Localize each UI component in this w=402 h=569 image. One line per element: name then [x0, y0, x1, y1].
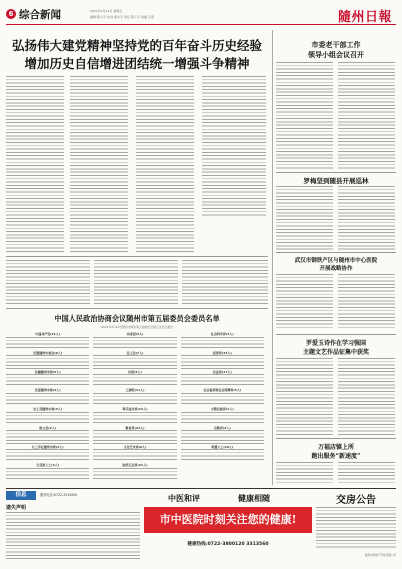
- roster-group-names: [93, 374, 176, 387]
- roster-group-names: [181, 430, 264, 443]
- roster-group-names: [181, 355, 264, 368]
- roster-group-title: 文化艺术界(9人): [123, 444, 147, 449]
- roster-group-title: 工商联(11人): [125, 388, 145, 393]
- roster-group-names: [6, 468, 89, 481]
- story1-title-1: 市委老干部工作: [311, 40, 361, 49]
- roster-group-title: 社会福利和社会保障界(5人): [203, 388, 242, 393]
- story3-col-b: [338, 274, 395, 330]
- ad-slogan-right: 健康相随: [238, 493, 270, 503]
- story5-title-2: 跑出服务“新速度”: [311, 453, 361, 460]
- roster-group-names: [181, 374, 264, 387]
- story3-rule: [276, 252, 396, 253]
- roster-group-names: [6, 430, 89, 443]
- roster-grid: [6, 332, 268, 482]
- story5-title-1: 万福店镇上所: [317, 444, 354, 451]
- masthead-rule: [6, 24, 396, 25]
- notice-body: [6, 512, 140, 560]
- roster-group-title: 总工会(7人): [126, 350, 144, 355]
- story2-rule: [276, 172, 396, 173]
- story5-col-b: [338, 462, 395, 484]
- roster-group-title: 无党派人士(4人): [36, 463, 60, 468]
- footer-ad-left: [6, 491, 140, 563]
- roster-group-title: 民建随州市委(5人): [34, 369, 61, 374]
- story3-col-a: [276, 274, 333, 330]
- roster-group-names: [93, 337, 176, 350]
- story2-col-b: [338, 186, 395, 250]
- roster-section: [6, 312, 268, 484]
- roster-group-names: [181, 393, 264, 406]
- lead-col-2: [70, 76, 128, 252]
- footer-rule: [6, 488, 396, 489]
- roster-group-title: 农业界(17人): [212, 369, 232, 374]
- lead-story: [6, 30, 268, 254]
- story4-title-1: 罗爱玉诗作在学习强国: [305, 340, 366, 347]
- roster-group-title: 医药卫生界(21人): [122, 463, 148, 468]
- roster-group-names: [6, 449, 89, 462]
- roster-title: 中国人民政治协商会议随州市第五届委员会委员名单: [54, 314, 220, 323]
- right-column-divider: [272, 30, 273, 485]
- roster-group-names: [6, 374, 89, 387]
- roster-group-title: 少数民族界(1人): [210, 407, 234, 411]
- short-item-rule: [6, 308, 268, 309]
- editor-line: 编辑:陈小平 校对:黄永平 责任:陈小平 美编:王燕: [90, 15, 154, 19]
- notice-title: 遗失声明: [6, 505, 27, 511]
- roster-group-title: 社会科学界(4人): [210, 332, 234, 336]
- roster-group-title: 民盟随州市委会(6人): [33, 350, 63, 355]
- roster-group-title: 宗教界(2人): [213, 425, 231, 430]
- traffic-footer: 随州市房地产开发有限公司: [364, 554, 396, 557]
- right-column: [276, 30, 396, 486]
- ad-slogan-left: 中医和评: [168, 493, 200, 503]
- roster-group-names: [6, 393, 89, 406]
- roster-group-names: [6, 337, 89, 350]
- ad-left-phone: 服务电话:0722-3312000: [40, 493, 78, 497]
- roster-group-title: 妇联(5人): [128, 369, 142, 374]
- roster-group-names: [6, 355, 89, 368]
- roster-group-names: [93, 412, 176, 425]
- roster-group-title: 九三学社随州市委(4人): [31, 444, 64, 449]
- short-item-3: [182, 260, 268, 304]
- roster-group-title: 致公党(2人): [39, 425, 57, 430]
- story1-col-b: [338, 62, 395, 170]
- roster-group-title: 中国共产党(21人): [35, 332, 61, 336]
- story4-col-b: [338, 358, 395, 436]
- roster-group-title: 共青团(3人): [126, 332, 144, 336]
- roster-group-names: [93, 449, 176, 462]
- roster-group-names: [93, 468, 176, 481]
- story1-title-2: 领导小组会议召开: [308, 50, 364, 59]
- roster-group-title: 特邀人士(10人): [211, 444, 234, 449]
- date-line: 2021年3月12日 星期五: [90, 9, 123, 13]
- roster-group-names: [93, 355, 176, 368]
- lead-col-4: [202, 76, 266, 218]
- roster-group-names: [6, 412, 89, 425]
- roster-subtitle: （2021年3月10日随州市政协第五届委员会第五次会议通过）: [98, 325, 176, 329]
- story4-title-2: 主题文艺作品征集中获奖: [302, 349, 369, 356]
- section-title: 综合新闻: [19, 9, 61, 21]
- roster-group-names: [93, 430, 176, 443]
- lead-headline-1: 弘扬伟大建党精神坚持党的百年奋斗历史经验: [11, 38, 262, 53]
- story2-title: 罗梅坚到随县开展巡林: [303, 177, 369, 185]
- lead-headline-2: 增加历史自信增进团结统一增强斗争精神: [24, 56, 250, 71]
- footer-hospital-ad: [144, 491, 312, 563]
- traffic-body: [316, 507, 396, 549]
- lead-col-3: [136, 76, 194, 252]
- roster-group-title: 农工党随州市委(3人): [33, 407, 63, 411]
- roster-group-names: [181, 337, 264, 350]
- traffic-title: 交房公告: [336, 495, 376, 506]
- story2-col-a: [276, 186, 333, 250]
- roster-group-title: 教育界(24人): [125, 425, 145, 430]
- roster-group-title: 科学技术界(12人): [122, 407, 148, 411]
- roster-group-names: [181, 449, 264, 462]
- lead-col-1: [6, 76, 64, 252]
- short-item-2: [94, 260, 178, 304]
- short-item-1: [6, 260, 90, 304]
- story1-col-a: [276, 62, 333, 170]
- newspaper-logo: 隨州日報: [337, 10, 392, 25]
- story4-rule: [276, 334, 396, 335]
- story4-col-a: [276, 358, 333, 436]
- footer-notice-right: [316, 491, 396, 563]
- story5-rule: [276, 438, 396, 439]
- ad-left-label: 信息: [6, 491, 36, 500]
- masthead: [6, 8, 396, 24]
- page-number-badge: 6: [6, 9, 16, 19]
- lead-bottom-rule: [6, 256, 268, 257]
- story3-title-2: 开展战略协作: [319, 266, 353, 272]
- roster-group-names: [181, 412, 264, 425]
- story3-title-1: 武汉市钢铁产区与随州市中心医院: [294, 258, 378, 264]
- ad-banner: 市中医院时刻关注您的健康!: [144, 507, 312, 533]
- roster-group-title: 民进随州市委(4人): [34, 388, 61, 393]
- story5-col-a: [276, 462, 333, 484]
- roster-group-title: 经济界(43人): [212, 350, 232, 355]
- roster-group-names: [93, 393, 176, 406]
- ad-hotline: 健康热线:0722-3800120 3313560: [187, 542, 269, 547]
